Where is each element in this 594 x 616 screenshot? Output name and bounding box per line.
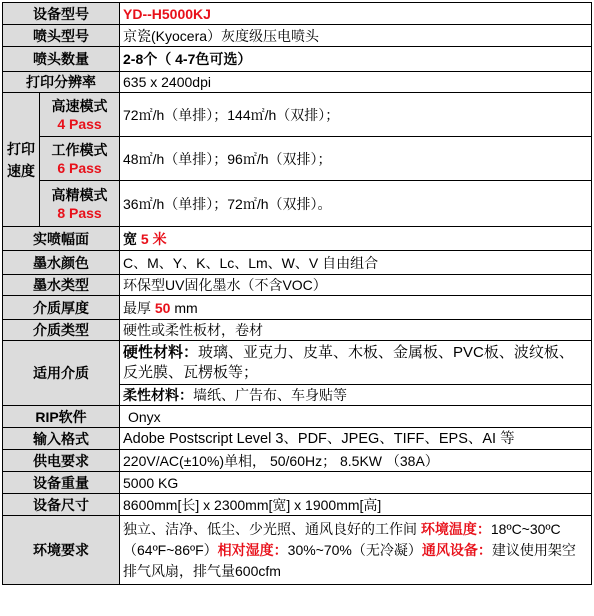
row-power bbox=[3, 450, 592, 472]
row-speed-high bbox=[3, 93, 592, 137]
power-value: 220V/AC(±10%)单相， 50/60Hz； 8.5KW （38A） bbox=[120, 450, 592, 472]
speed-mode-high-pass: 4 Pass bbox=[57, 115, 102, 132]
thickness-highlight: 50 bbox=[154, 299, 171, 316]
media-type-value: 硬性或柔性板材，卷材 bbox=[120, 320, 592, 341]
environment-value bbox=[120, 516, 592, 585]
speed-mode-work-pass: 6 Pass bbox=[57, 159, 102, 176]
env-humidity-value: 30%~70%（无冷凝） bbox=[287, 541, 422, 558]
row-model bbox=[3, 3, 592, 25]
speed-mode-precise-name: 高精模式 bbox=[51, 186, 108, 203]
environment-label: 环境要求 bbox=[3, 516, 120, 585]
width-label: 实喷幅面 bbox=[3, 227, 120, 251]
head-count-value: 2-8个（ 4-7色可选） bbox=[120, 47, 592, 72]
env-temp-value: 18ºC~30ºC（64ºF~86ºF） bbox=[123, 520, 561, 558]
flexible-label: 柔性材料： bbox=[123, 387, 193, 403]
row-media-type bbox=[3, 320, 592, 341]
resolution-value: 635 x 2400dpi bbox=[120, 72, 592, 93]
ink-type-label: 墨水类型 bbox=[3, 275, 120, 296]
row-width bbox=[3, 227, 592, 251]
env-line1: 独立、洁净、低尘、少光照、通风良好的工作间 bbox=[123, 520, 421, 537]
speed-mode-high-name: 高速模式 bbox=[51, 97, 108, 114]
input-format-label: 输入格式 bbox=[3, 428, 120, 450]
env-humidity-label: 相对湿度： bbox=[217, 541, 288, 558]
applicable-flexible bbox=[120, 385, 592, 406]
applicable-label: 适用介质 bbox=[3, 341, 120, 406]
row-input-format bbox=[3, 428, 592, 450]
model-value: YD--H5000KJ bbox=[120, 3, 592, 25]
input-format-value: Adobe Postscript Level 3、PDF、JPEG、TIFF、EPS、AI 等 bbox=[120, 428, 592, 450]
width-value bbox=[120, 227, 592, 251]
weight-label: 设备重量 bbox=[3, 472, 120, 494]
env-vent-label: 通风设备： bbox=[421, 541, 492, 558]
head-model-label: 喷头型号 bbox=[3, 25, 120, 47]
thickness-suffix: mm bbox=[170, 299, 198, 316]
env-vent-value: 建议使用架空排气风扇，排气量600cfm bbox=[123, 541, 576, 579]
head-model-value: 京瓷(Kyocera）灰度级压电喷头 bbox=[120, 25, 592, 47]
thickness-prefix: 最厚 bbox=[123, 299, 155, 316]
rigid-label: 硬性材料： bbox=[123, 343, 199, 361]
speed-mode-high bbox=[40, 93, 120, 137]
row-size bbox=[3, 494, 592, 516]
speed-mode-work-value: 48㎡/h（单排）；96㎡/h（双排）； bbox=[120, 137, 592, 181]
row-head-model bbox=[3, 25, 592, 47]
flexible-value: 墙纸、广告布、车身贴等 bbox=[193, 387, 347, 403]
head-count-label: 喷头数量 bbox=[3, 47, 120, 72]
size-value: 8600mm[长] x 2300mm[宽] x 1900mm[高] bbox=[120, 494, 592, 516]
speed-mode-precise-pass: 8 Pass bbox=[57, 204, 102, 221]
size-label: 设备尺寸 bbox=[3, 494, 120, 516]
resolution-label: 打印分辨率 bbox=[3, 72, 120, 93]
width-prefix: 宽 bbox=[123, 230, 141, 247]
rip-value: Onyx bbox=[120, 406, 592, 428]
width-highlight: 5 米 bbox=[140, 230, 167, 247]
speed-mode-high-value: 72㎡/h（单排）；144㎡/h（双排）； bbox=[120, 93, 592, 137]
row-rip bbox=[3, 406, 592, 428]
thickness-value bbox=[120, 296, 592, 320]
row-head-count bbox=[3, 47, 592, 72]
env-temp-label: 环境温度： bbox=[420, 520, 491, 537]
speed-mode-work-name: 工作模式 bbox=[51, 141, 108, 158]
speed-label: 打印速度 bbox=[3, 93, 40, 227]
speed-mode-precise bbox=[40, 181, 120, 227]
spec-table bbox=[2, 2, 592, 585]
row-speed-work bbox=[3, 137, 592, 181]
weight-value: 5000 KG bbox=[120, 472, 592, 494]
thickness-label: 介质厚度 bbox=[3, 296, 120, 320]
row-resolution bbox=[3, 72, 592, 93]
rigid-value: 玻璃、亚克力、皮革、木板、金属板、PVC板、波纹板、反光膜、瓦楞板等； bbox=[123, 343, 574, 381]
ink-type-value: 环保型UV固化墨水（不含VOC） bbox=[120, 275, 592, 296]
power-label: 供电要求 bbox=[3, 450, 120, 472]
row-thickness bbox=[3, 296, 592, 320]
row-environment bbox=[3, 516, 592, 585]
rip-label: RIP软件 bbox=[3, 406, 120, 428]
row-weight bbox=[3, 472, 592, 494]
row-applicable-rigid bbox=[3, 341, 592, 385]
row-ink-colors bbox=[3, 251, 592, 275]
applicable-rigid bbox=[120, 341, 592, 385]
row-ink-type bbox=[3, 275, 592, 296]
row-speed-precise bbox=[3, 181, 592, 227]
model-label: 设备型号 bbox=[3, 3, 120, 25]
speed-mode-work bbox=[40, 137, 120, 181]
speed-mode-precise-value: 36㎡/h（单排）；72㎡/h（双排）。 bbox=[120, 181, 592, 227]
media-type-label: 介质类型 bbox=[3, 320, 120, 341]
ink-colors-label: 墨水颜色 bbox=[3, 251, 120, 275]
ink-colors-value: C、M、Y、K、Lc、Lm、W、V 自由组合 bbox=[120, 251, 592, 275]
